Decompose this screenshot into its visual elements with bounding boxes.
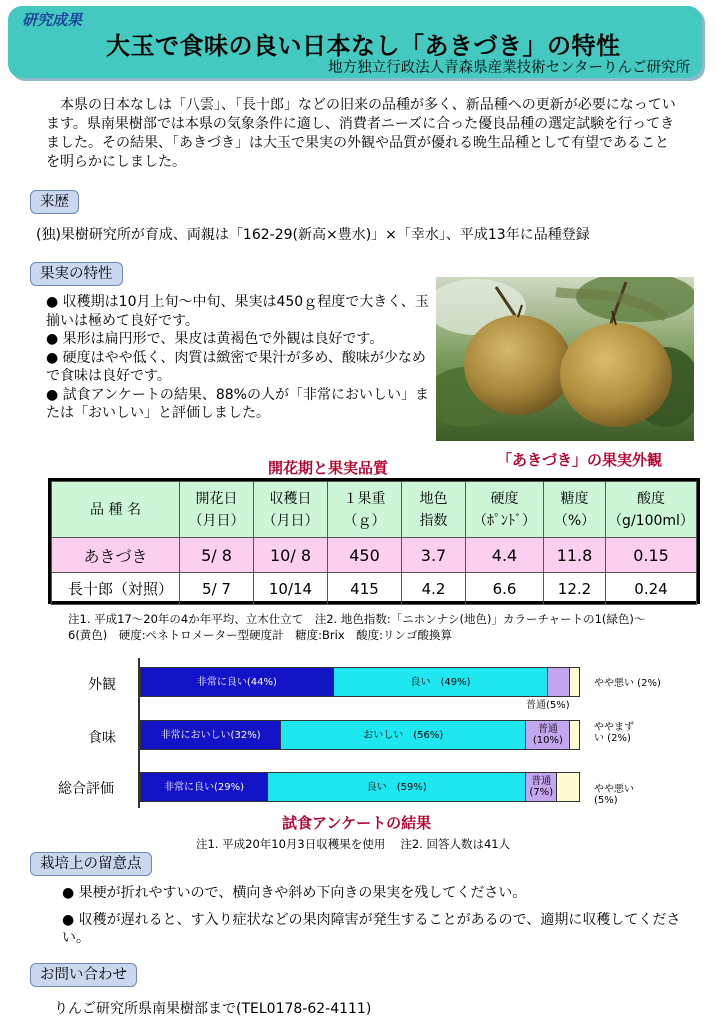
table-header-row — [52, 482, 697, 538]
section-label-care: 栽培上の留意点 — [30, 852, 152, 876]
table-cell: 3.7 — [402, 538, 466, 573]
segment-very-good: 非常においしい(32%) — [141, 721, 281, 749]
segment-very-good: 非常に良い(29%) — [141, 773, 268, 801]
segment-good: 良い (49%) — [334, 668, 549, 696]
table-cell: 5/ 8 — [180, 538, 254, 573]
segment-bad — [570, 668, 579, 696]
table-cell: 4.2 — [402, 573, 466, 605]
table-cell: 10/ 8 — [254, 538, 328, 573]
category-label: 総合評価 — [58, 781, 114, 797]
table-cell: 0.24 — [606, 573, 697, 605]
table-row — [52, 538, 697, 573]
traits-list — [46, 293, 430, 423]
contact-text: りんご研究所県南果樹部まで(TEL0178-62-4111) — [54, 1001, 372, 1017]
table-cell: 450 — [328, 538, 402, 573]
section-label-origin: 来歴 — [30, 190, 79, 214]
section-label-contact: お問い合わせ — [30, 963, 137, 987]
trait-item: ● 果形は扁円形で、果皮は黄褐色で外観は良好です。 — [46, 331, 384, 347]
table-cell: 5/ 7 — [180, 573, 254, 605]
table-note: 注1. 平成17～20年の4か年平均、立木仕立て 注2. 地色指数:「ニホンナシ(地色)」カラーチャートの1(緑色)～6(黄色) 硬度:ペネトロメーター型硬度計 糖度:Brix 酸度:リンゴ酸換算 — [68, 612, 646, 642]
segment-normal — [548, 668, 570, 696]
survey-bar-taste — [140, 720, 580, 750]
survey-bar-overall — [140, 772, 580, 802]
table-cell: 0.15 — [606, 538, 697, 573]
side-note-normal: 普通(5%) — [526, 700, 570, 711]
header-cell: 酸度 （g/100ml） — [606, 482, 697, 538]
intro-paragraph: 本県の日本なしは「八雲」、「長十郎」などの旧来の品種が多く、新品種への更新が必要になっています。県南果樹部では本県の気象条件に適し、消費者ニーズに合った優良品種の選定試験を行ってきました。その結果、「あきづき」は大玉で果実の外観や品質が優れる晩生品種として有望であることを明らかにしました。 — [46, 97, 676, 170]
header-cell: 開花日 （月日） — [180, 482, 254, 538]
page-title: 大玉で食味の良い日本なし「あきづき」の特性 — [106, 32, 621, 60]
care-list — [62, 884, 682, 956]
organization-name: 地方独立行政法人青森県産業技術センターりんご研究所 — [328, 60, 690, 76]
photo-caption: 「あきづき」の果実外観 — [497, 451, 663, 469]
header-cell: １果重 （ｇ） — [328, 482, 402, 538]
segment-good: おいしい (56%) — [281, 721, 526, 749]
category-label: 食味 — [88, 730, 116, 746]
trait-item: ● 収穫期は10月上旬～中旬、果実は450ｇ程度で大きく、玉揃いは極めて良好です。 — [46, 294, 429, 329]
trait-item: ● 硬度はやや低く、肉質は緻密で果汁が多め、酸味が少なめで食味は良好です。 — [46, 349, 426, 384]
header-cell: 糖度 （%） — [544, 482, 606, 538]
segment-good: 良い (59%) — [268, 773, 526, 801]
care-item: ● 収穫が遅れると、す入り症状などの果肉障害が発生することがあるので、適期に収穫してください。 — [62, 911, 681, 946]
category-label: 外観 — [88, 677, 116, 693]
chart-title: 試食アンケートの結果 — [282, 814, 432, 832]
segment-very-good: 非常に良い(44%) — [141, 668, 334, 696]
quality-table — [48, 478, 700, 604]
side-note-bad: やや悪い (2%) — [594, 678, 661, 689]
table-cell: 4.4 — [466, 538, 544, 573]
header-cell: 収穫日 （月日） — [254, 482, 328, 538]
segment-normal: 普通 (7%) — [526, 773, 557, 801]
survey-chart — [0, 658, 716, 858]
table-row — [52, 573, 697, 605]
table-cell: 12.2 — [544, 573, 606, 605]
research-tag: 研究成果 — [22, 11, 83, 29]
header-cell: 地色 指数 — [402, 482, 466, 538]
table-cell: 10/14 — [254, 573, 328, 605]
table-cell: 415 — [328, 573, 402, 605]
origin-text: (独)果樹研究所が育成、両親は「162-29(新高×豊水)」×「幸水」、平成13年に品種登録 — [36, 227, 590, 243]
pear-illustration — [436, 277, 694, 441]
fruit-photo — [436, 277, 694, 441]
table-cell: 11.8 — [544, 538, 606, 573]
table-title: 開花期と果実品質 — [268, 459, 389, 477]
segment-bad — [570, 721, 579, 749]
side-note-bad: やや悪い (5%) — [594, 784, 634, 806]
table-cell: あきづき — [52, 538, 180, 573]
header-cell: 硬度 （ﾎﾟﾝﾄﾞ） — [466, 482, 544, 538]
header-cell: 品 種 名 — [52, 482, 180, 538]
segment-bad — [557, 773, 579, 801]
header-banner — [8, 6, 702, 78]
chart-note: 注1. 平成20年10月3日収穫果を使用 注2. 回答人数は41人 — [196, 837, 511, 851]
table-cell: 長十郎（対照） — [52, 573, 180, 605]
table-cell: 6.6 — [466, 573, 544, 605]
section-label-traits: 果実の特性 — [30, 262, 123, 286]
care-item: ● 果梗が折れやすいので、横向きや斜め下向きの果実を残してください。 — [62, 885, 527, 901]
side-note-bad: ややまずい (2%) — [594, 722, 634, 744]
segment-normal: 普通 (10%) — [526, 721, 570, 749]
trait-item: ● 試食アンケートの結果、88%の人が「非常においしい」または「おいしい」と評価しました。 — [46, 386, 429, 421]
survey-bar-appearance — [140, 667, 580, 697]
